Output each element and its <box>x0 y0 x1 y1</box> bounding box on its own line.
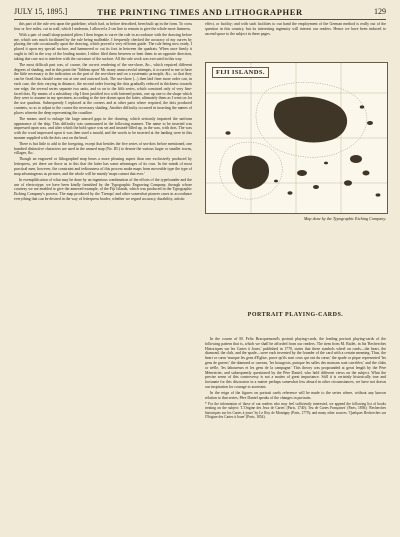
paragraph: effect, or facility; and with such facilities to our hand the employment of the German method is really out of the question in this country, but its interesting ingenuity will interest our readers. Hence we have been induced to ascend space to the subject in these pages. <box>205 22 386 36</box>
paragraph: In exemplification of what may be done by an ingenious combination of the efforts of the typefounder and the use of electrotype, we have been kindly furnished by the Typographic Engraving Company, through whose courtesy we are enabled to give the annexed example, of the Fiji Islands, which was produced in the Typographic Etching Company's process. The map produced by the 'Tiempo' and other somewhat pioneer cases in accordance everything that can be desired in the way of letterpress border, whether we regard accuracy, durability, artistic <box>14 177 192 202</box>
paragraph: With a pair of small sharp-pointed pliers I then began to curve the rule in accordance with the drawing before me, which was much facilitated by the rule being malleable. I frequently checked the accuracy of my curves by placing the rule occasionally upon the drawing, which proved a very efficient guide. The rule being now ready, I placed it upon my special surface, and hammered or cut its foot in between the quadrats. When once firmly it ought to fall in the way of the leading matter, I either filed them between or bent them in an opposite direction, taking due care not to interfere with the curvature of the surface. All the rule work was executed in this way. <box>14 32 192 61</box>
fiji-map-figure <box>205 62 388 214</box>
map-title-label: FIJI ISLANDS. <box>212 67 269 78</box>
paragraph: In the reign of the figures on portrait cards reference will be made to the series where, without any known relation to that series, Père Daniel speaks of the changes in portraits. <box>205 390 386 400</box>
paragraph: There is but little to add to the foregoing, except that besides the five series of sea-dots before mentioned, one hundred distinctive characters are used in the unused map (No. III.) to denote the various larger or smaller towns, villages, &c. <box>14 141 192 156</box>
publication-title: THE PRINTING TIMES AND LITHOGRAPHER <box>97 7 303 17</box>
right-column-top <box>205 22 386 58</box>
map-illustration <box>206 63 387 213</box>
island-vanua-levu <box>274 97 347 143</box>
paragraph: The most difficult part was, of course, the correct rendering of the sea-shore, &c., which required different degrees of shading, and in this point the 'Tableau upon' Mr. many unsuccessful attempts, it occurred to me to have the little necessary to the indication on the part of the sea-shore and on a systematic principle, &c., so that they can be fixed thus should come out at one and outward look. The sea-shore (...) then laid finer more order can, in each case, the dots varying in distance, the second order leaving the dots gradually reduced in thickness towards one edge, the several series separate two units, and so on to the fifth series, which consisted only of very fine-faced dots. By means of a subsidiary clip I then justified two with fattened points, one up one to the shape which they were to assume in my specimen, according to the tree drawn upon the latter, ultimately them as I went on for the use quadrats. Subsequently I replaced at the corners and at other parts where required, the dots produced contents, so as to adjust to the course the necessary shading. Another difficulty occurred in inserting the names of places wherein the deep representing the coastline. <box>14 62 192 115</box>
page-number: 129 <box>374 7 386 16</box>
paragraph: this part of the rule rest upon the guideline, which had, as before described, been built up in the form. To cross four or five miles, cut in wall, which I underran, I allowed a 2-cm line to remain to give the whole more firmness. <box>14 22 192 31</box>
island-viti-levu <box>232 156 269 190</box>
paragraph: In the course of M. Felix Bracquemond's portrait playing-cards, the leading portrait playing-cards of the following pattern that is, which we shall be afforded from our readers. The item from M. Bailet, in his 'Recherches Historiques sur les Cartes à Jouer,' published in 1770, states that these symbols wheel on cards—the heart, the diamond, the club, and the spade—were each invented by the founder of the card with a certain meaning. Thus, the heart or cœur 'marque les gens d'Eglise, parce qu'ils sont ceux qui ont du cœur;' the spade or pique represented 'les gens de guerre;' the diamond or carreau, 'les bourgeois, puisque les salles des maisons sont carrelées;' and the clubs or trèfle, 'les laboureurs et les gens de la campagne.' This theory was propounded at great length by the Père Ménestrier, and subsequently questioned by the Père Daniel, who held different views on the subject. What the precise sense of this controversy is not a matter of great importance. Still it is certainly historically true and fortunate for this discussion in a matter perhaps somewhat less absurd in other circumstances, we have not drawn our inspiration for courage to ascertain. <box>205 337 386 389</box>
paragraph: The means used to enlarge the large unused gaps in the drawing, which seriously impaired the uniform appearance of the ship. This difficulty was surmounted in the following manner. The name to be inserted was impressed upon wax, and after which the bold space was set and instead-filled up, in the wax, with dots. The wax with the word impressed upon it was then used a mould, and the words to be inserted at the landing were in this manner supplied with the dots cast on the bead. <box>14 116 192 140</box>
header-rule <box>14 19 386 20</box>
issue-date: JULY 15, 1895.] <box>14 7 68 16</box>
page-header <box>14 6 386 18</box>
footnote: * For the information of those of our readers who may feel sufficiently interested, we append the following list of books treating on the subject: 'L'Origine des Jeux de Cartes' (Paris, 1740); 'Jeu de Cartes Françaises' (Paris, 1856); 'Recherches historiques sur les Cartes à jouer' by Le Roy de Montigny (Paris, 1779); and many other sources. 'Quelques Recherches sur l'Origine des Cartes à Jouer' (Paris, 1854). <box>205 401 386 419</box>
left-column <box>14 22 192 532</box>
right-column-bottom <box>205 337 386 533</box>
paragraph: Though an engraved or lithographed map bears a more pleasing aspect than one exclusively produced by letterpress, yet there are those as to this that the latter has some advantages of its own. In the minds of most practical men, however, the constraint and tediousness of this process make maps from moveable type the type of map advantageous as pictures, and the whole will be mainly 'maps cannot that ever.' <box>14 157 192 176</box>
map-caption: Map done by the Typographic Etching Company. <box>303 216 386 221</box>
section-heading: PORTRAIT PLAYING-CARDS. <box>247 312 344 318</box>
